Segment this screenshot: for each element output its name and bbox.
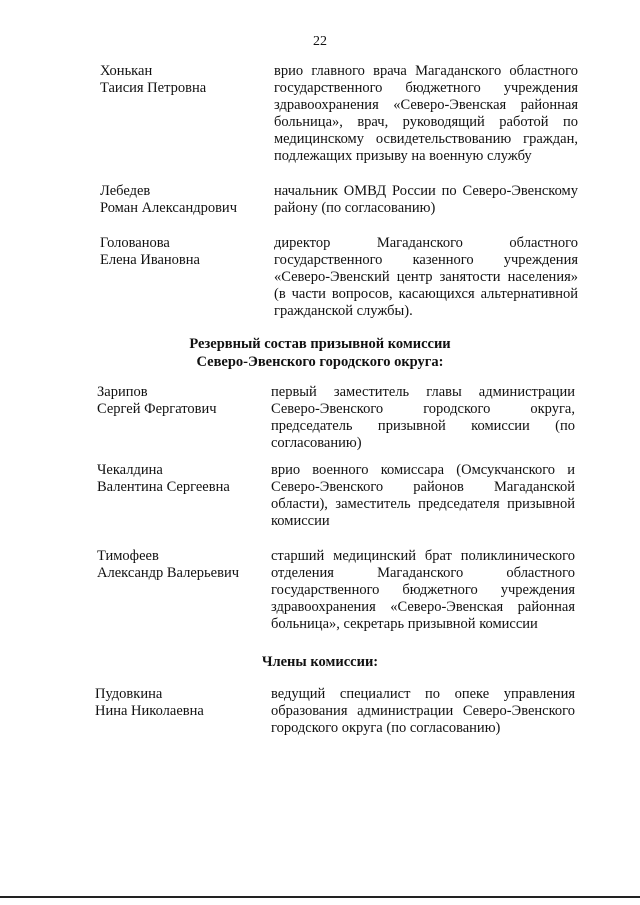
page-number: 22 xyxy=(313,34,327,49)
member-role: врио главного врача Магаданского областного государственного бюджетного учреждения здравоохранения «Северо-Эвенская районная больница», врач, руководящий работой по медицинскому освидетельствованию граждан, подлежащих призыву на военную службу xyxy=(274,63,578,164)
commission-heading: Члены комиссии: xyxy=(261,654,379,670)
member-given-name: Роман Александрович xyxy=(100,200,237,216)
reserve-heading-line-1: Резервный состав призывной комиссии xyxy=(189,336,451,352)
reserve-heading xyxy=(0,335,640,371)
member-given-name: Валентина Сергеевна xyxy=(97,479,230,495)
member-role: врио военного комиссара (Омсукчанского и Северо-Эвенского районов Магаданской области), заместитель председателя призывной комиссии xyxy=(271,462,575,529)
member-name xyxy=(100,235,270,269)
member-surname: Хонькан xyxy=(100,63,153,79)
member-name xyxy=(97,384,267,418)
member-role: первый заместитель главы администрации Северо-Эвенского городского округа, председатель призывной комиссии (по согласованию) xyxy=(271,384,575,451)
member-given-name: Таисия Петровна xyxy=(100,80,207,96)
member-surname: Голованова xyxy=(100,235,170,251)
member-given-name: Сергей Фергатович xyxy=(97,401,217,417)
member-name xyxy=(97,548,267,582)
member-role: ведущий специалист по опеке управления образования администрации Северо-Эвенского городского округа (по согласованию) xyxy=(271,686,575,736)
member-surname: Чекалдина xyxy=(97,462,163,478)
member-role: директор Магаданского областного государственного казенного учреждения «Северо-Эвенский центр занятости населения» (в части вопросов, касающихся альтернативной гражданской службы). xyxy=(274,235,578,319)
member-given-name: Александр Валерьевич xyxy=(97,565,239,581)
member-surname: Зарипов xyxy=(97,384,148,400)
member-given-name: Елена Ивановна xyxy=(100,252,200,268)
member-name xyxy=(97,462,267,496)
member-name xyxy=(100,183,270,217)
member-surname: Лебедев xyxy=(100,183,151,199)
member-name xyxy=(100,63,270,97)
member-name xyxy=(95,686,265,720)
member-role: начальник ОМВД России по Северо-Эвенскому району (по согласованию) xyxy=(274,183,578,216)
member-role: старший медицинский брат поликлинического отделения Магаданского областного государственного бюджетного учреждения здравоохранения «Северо-Эвенская районная больница», секретарь призывной комиссии xyxy=(271,548,575,632)
member-surname: Тимофеев xyxy=(97,548,159,564)
member-given-name: Нина Николаевна xyxy=(95,703,204,719)
reserve-heading-line-2: Северо-Эвенского городского округа: xyxy=(196,354,444,370)
member-surname: Пудовкина xyxy=(95,686,163,702)
page-bottom-edge xyxy=(0,896,640,898)
